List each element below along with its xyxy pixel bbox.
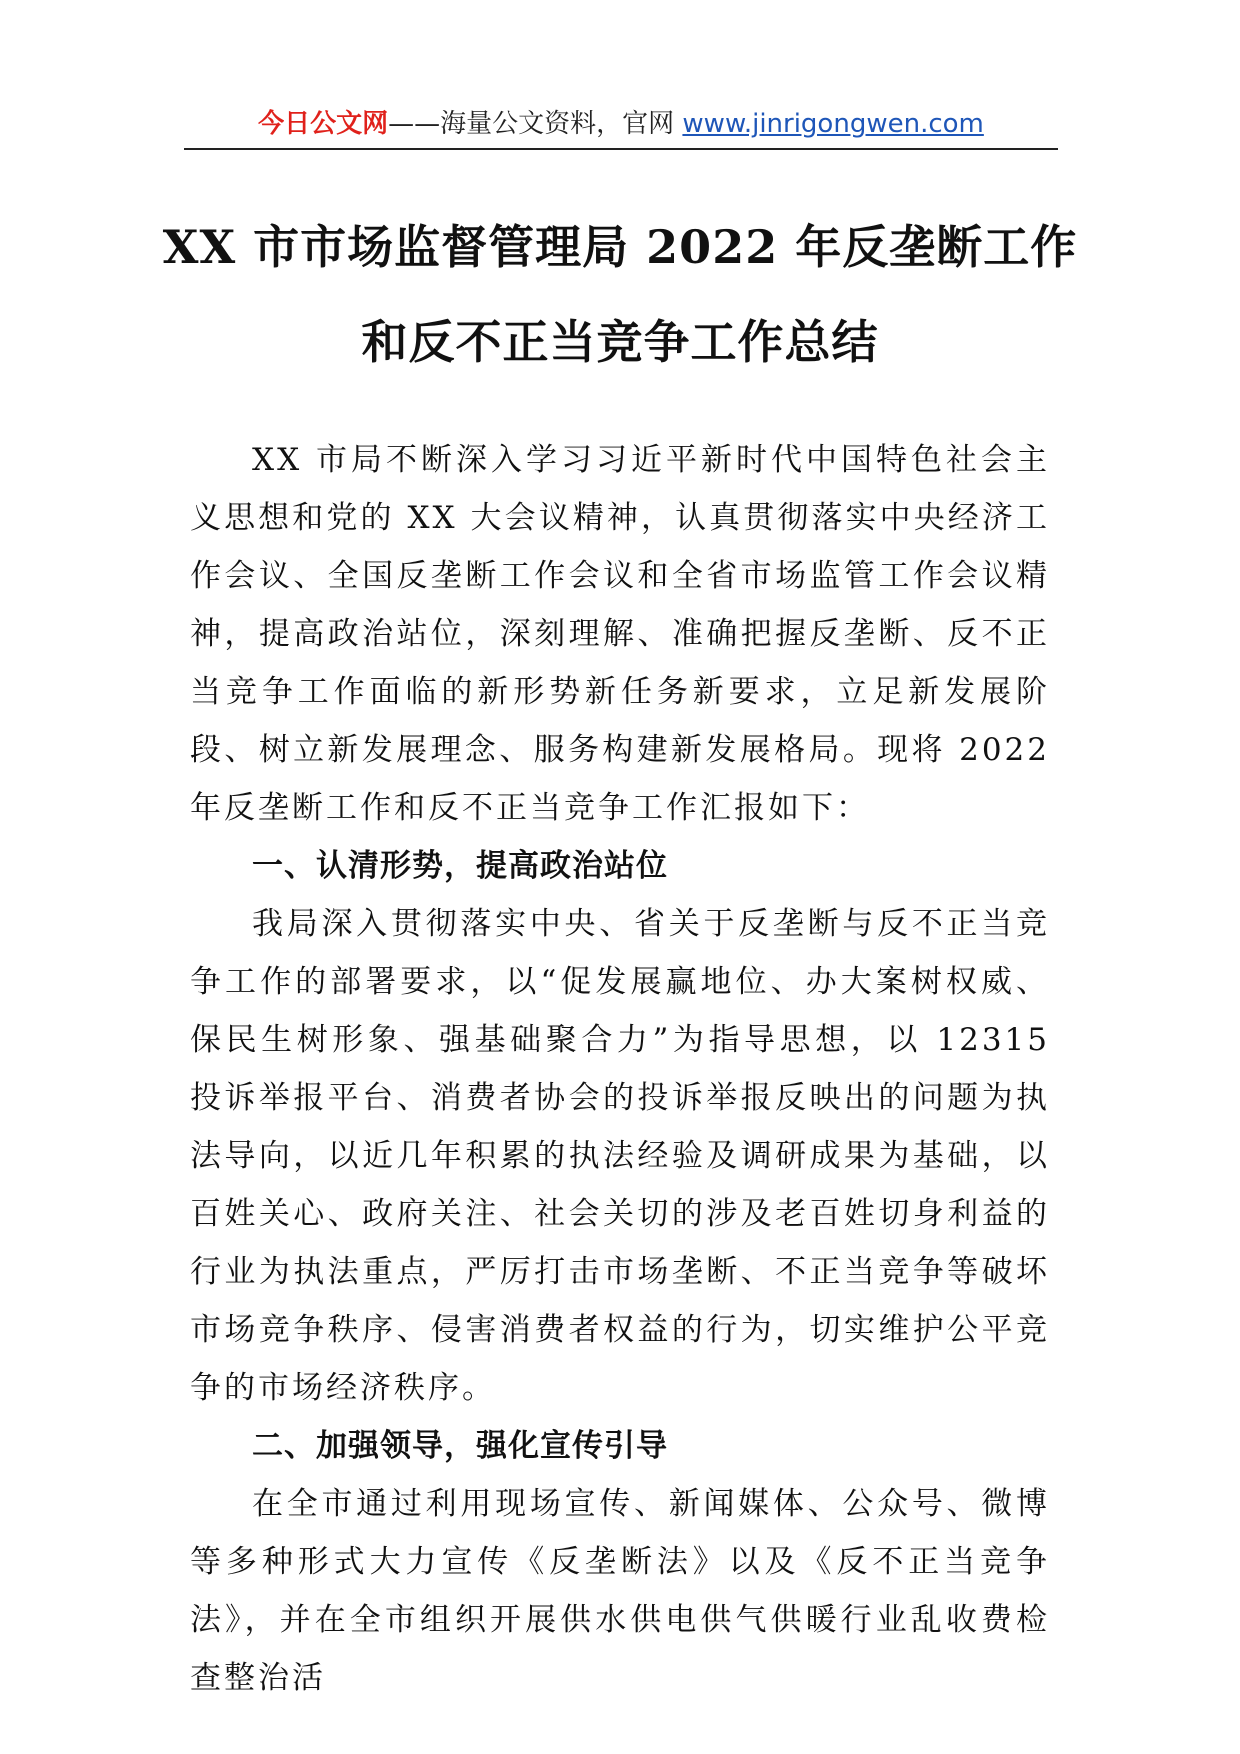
document-title [150, 200, 1090, 390]
section-heading-2: 二、加强领导，强化宣传引导 [252, 1428, 668, 1464]
title-line-1: XX 市市场监督管理局 2022 年反垄断工作 [162, 220, 1078, 274]
title-line-2: 和反不正当竞争工作总结 [361, 315, 879, 369]
section-paragraph-1: 我局深入贯彻落实中央、省关于反垄断与反不正当竞争工作的部署要求，以“促发展赢地位、办大案树权威、保民生树形象、强基础聚合力”为指导思想，以 12315 投诉举报平台、消费者协会的投诉举报反映出的问题为执法导向，以近几年积累的执法经验及调研成果为基础，以百姓关心、政府关注、社会关切的涉及老百姓切身利益的行业为执法重点，严厉打击市场垄断、不正当竞争等破坏市场竞争秩序、侵害消费者权益的行为，切实维护公平竞争的市场经济秩序。 [190, 906, 1050, 1406]
intro-paragraph: XX 市局不断深入学习习近平新时代中国特色社会主义思想和党的 XX 大会议精神，认真贯彻落实中央经济工作会议、全国反垄断工作会议和全省市场监管工作会议精神，提高政治站位，深刻理解、准确把握反垄断、反不正当竞争工作面临的新形势新任务新要求，立足新发展阶段、树立新发展理念、服务构建新发展格局。现将 2022 年反垄断工作和反不正当竞争工作汇报如下： [190, 442, 1050, 826]
site-brand: 今日公文网 [258, 109, 389, 139]
section-heading-1: 一、认清形势，提高政治站位 [252, 848, 668, 884]
site-url-link[interactable]: www.jinrigongwen.com [682, 109, 984, 139]
site-tagline: ——海量公文资料，官网 [388, 109, 683, 139]
header-divider [184, 148, 1058, 150]
section-paragraph-2: 在全市通过利用现场宣传、新闻媒体、公众号、微博等多种形式大力宣传《反垄断法》以及《反不正当竞争法》，并在全市组织开展供水供电供气供暖行业乱收费检查整治活 [190, 1486, 1050, 1696]
document-body [190, 431, 1050, 1707]
site-header [184, 98, 1058, 150]
